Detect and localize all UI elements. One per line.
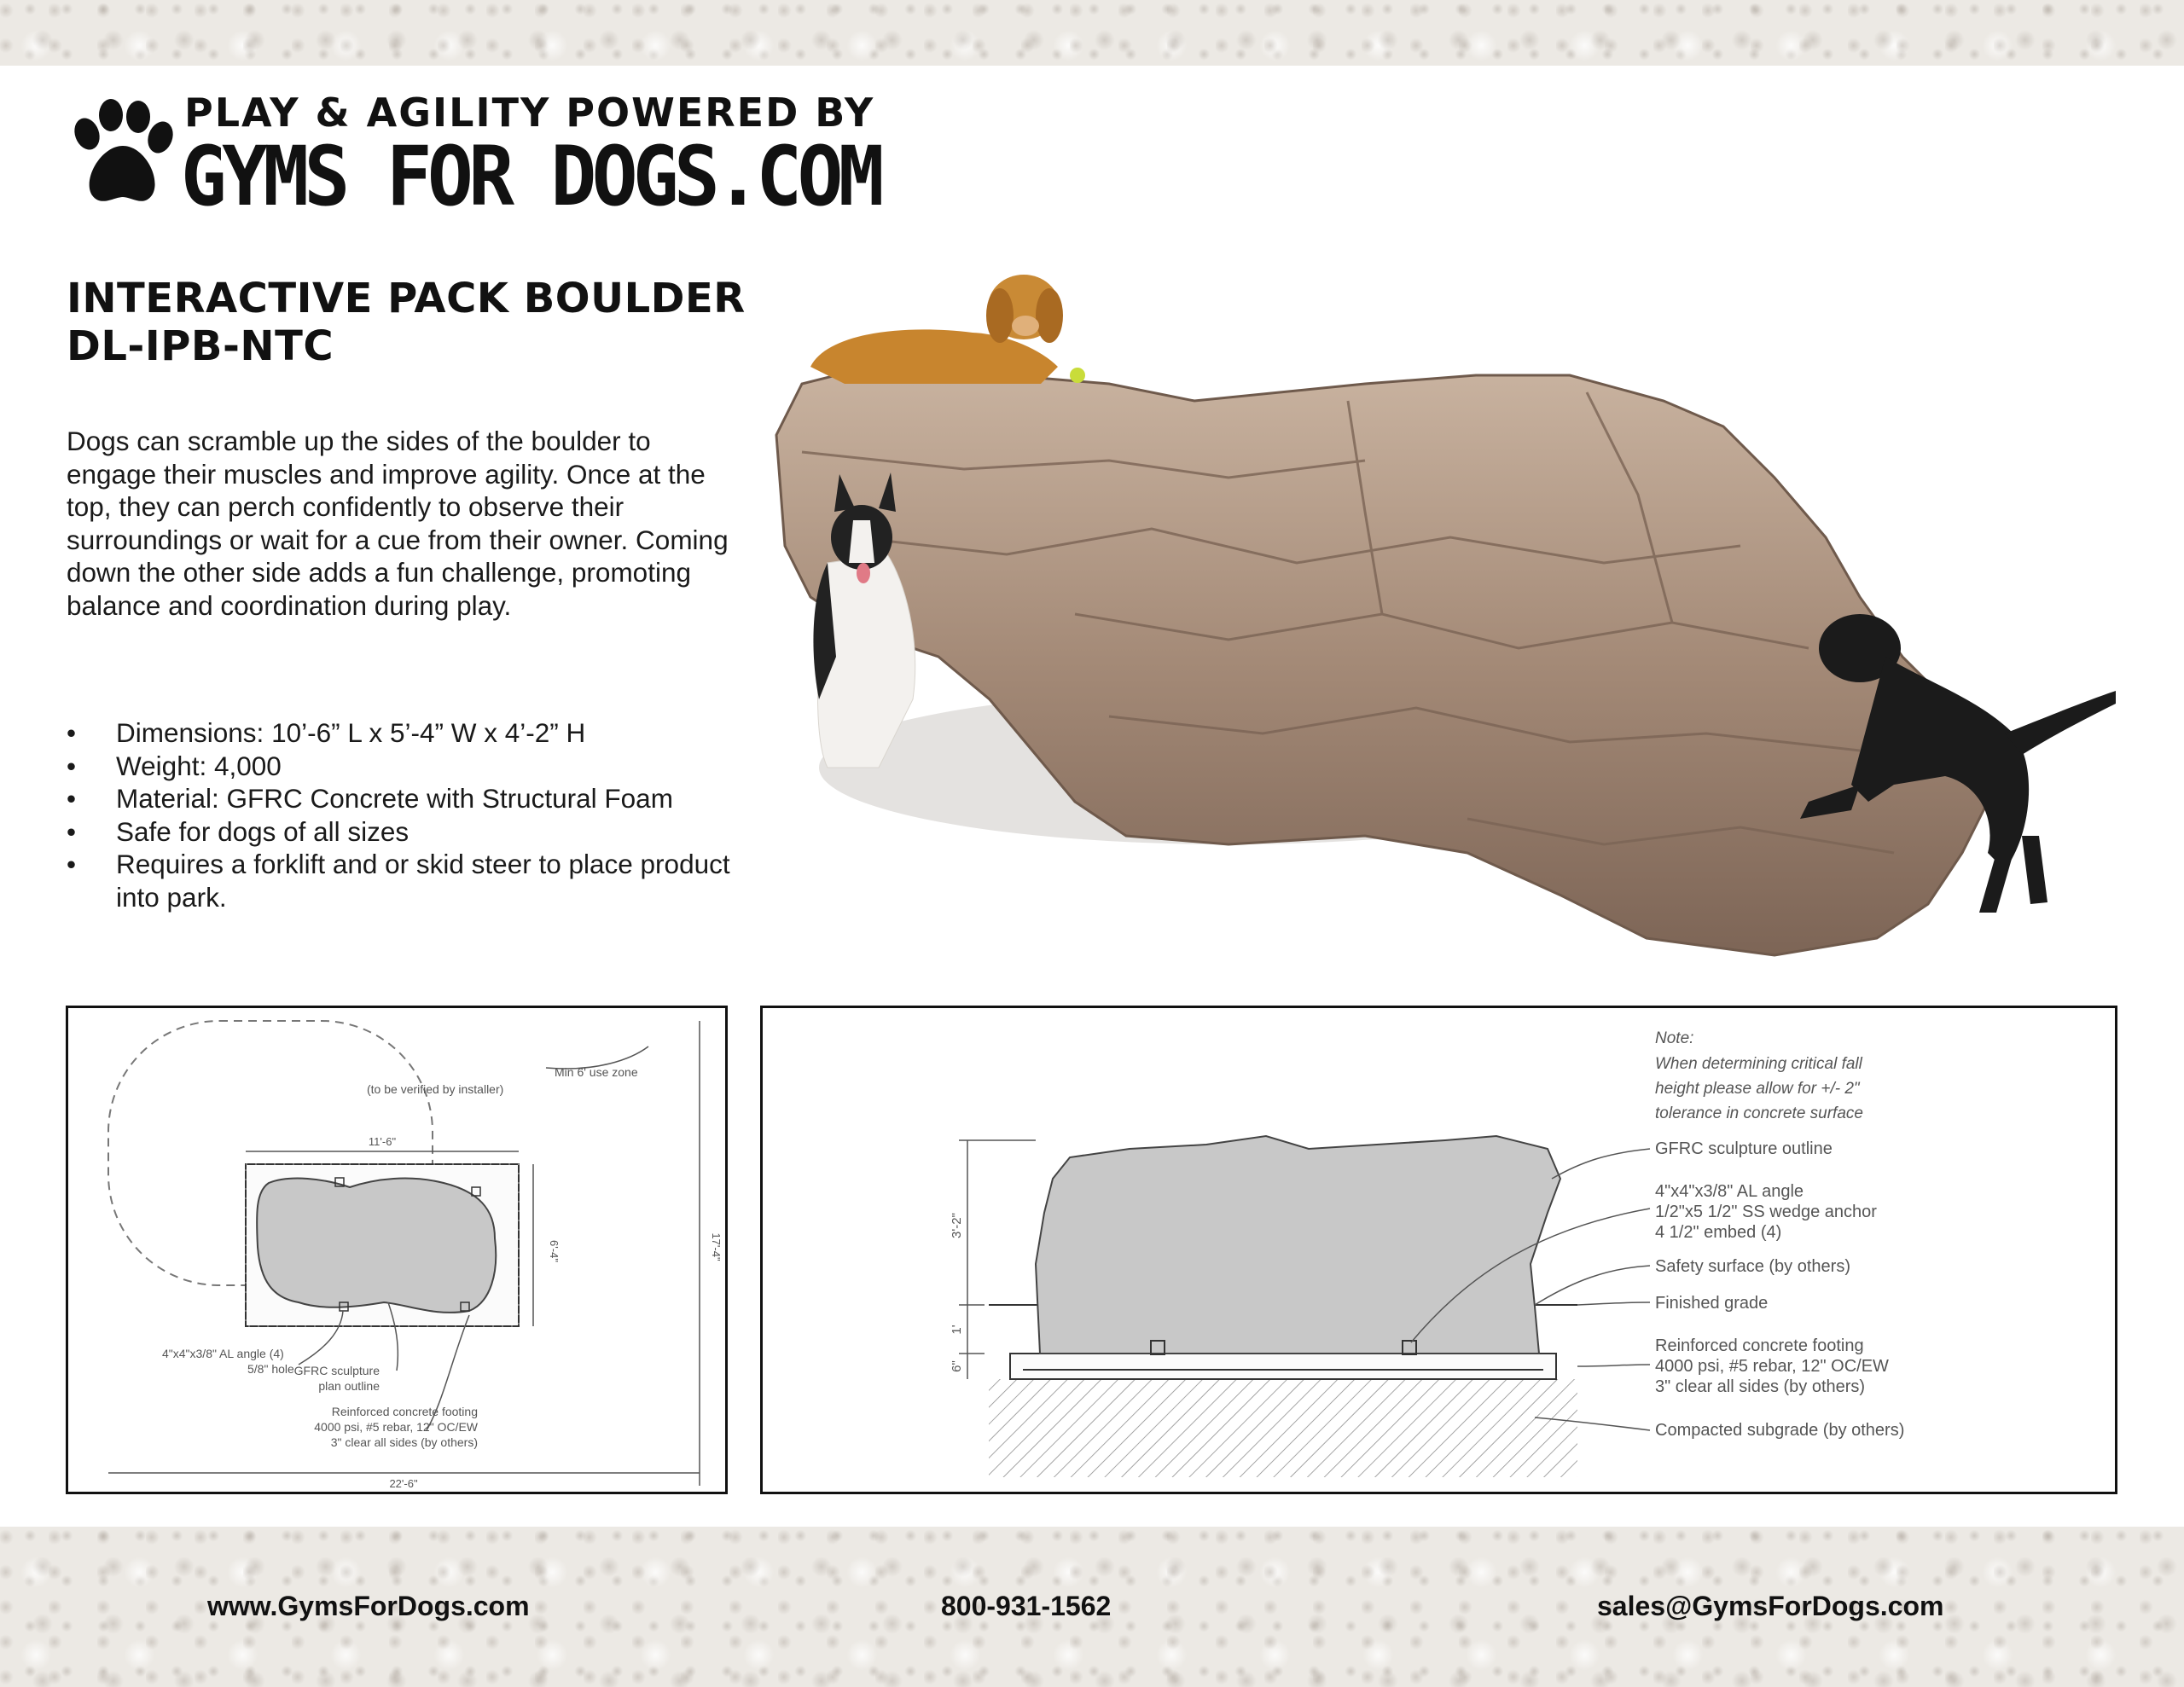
spec-text: Safe for dogs of all sizes: [116, 815, 410, 847]
spec-list: [67, 716, 741, 913]
footing-label-2: 4000 psi, #5 rebar, 12" OC/EW: [314, 1420, 478, 1434]
concrete-footing: [1010, 1354, 1556, 1379]
outline-label: GFRC sculpture: [293, 1364, 380, 1377]
dim-height: 3'-2": [950, 1213, 964, 1238]
sculpture-plan-outline: [257, 1179, 496, 1313]
bullet-icon: •: [67, 750, 77, 781]
note-heading: Note:: [1655, 1029, 1694, 1047]
boulder: [776, 367, 1988, 955]
spec-text: Dimensions: 10’-6” L x 5’-4” W x 4’-2” H: [116, 717, 586, 748]
plan-view-drawing: [68, 1008, 725, 1492]
footing-label-3: 3" clear all sides (by others): [330, 1435, 478, 1449]
brand-name: GYMS FOR DOGS.COM: [181, 129, 880, 224]
anchor-label-1: 4"x4"x3/8" AL angle: [1655, 1182, 1804, 1201]
dim-inner-width: 11'-6": [368, 1135, 397, 1148]
spec-text: Requires a forklift and or skid steer to place product into park.: [116, 849, 730, 913]
spec-item: [67, 750, 741, 783]
anchor-label-3: 4 1/2" embed (4): [1655, 1223, 1782, 1242]
outline-sub: plan outline: [318, 1379, 380, 1393]
use-zone-label: Min 6' use zone: [555, 1065, 638, 1079]
top-stone-texture-band: [0, 0, 2184, 66]
footer-website-link[interactable]: www.GymsForDogs.com: [207, 1591, 530, 1621]
anchor-label-2: 1/2"x5 1/2" SS wedge anchor: [1655, 1203, 1877, 1221]
plan-view-panel: [66, 1006, 728, 1494]
paw-print-icon: [63, 98, 176, 211]
bullet-icon: •: [67, 849, 77, 879]
dim-inner-height: 6'-4": [548, 1240, 561, 1262]
spec-item: [67, 716, 741, 750]
safety-surface-label: Safety surface (by others): [1655, 1257, 1850, 1276]
subgrade-label: Compacted subgrade (by others): [1655, 1421, 1905, 1440]
angle-sub: 5/8" hole: [247, 1362, 294, 1376]
sculpture-section-outline: [1036, 1136, 1560, 1354]
note-line: tolerance in concrete surface: [1655, 1104, 1863, 1122]
product-photo: [751, 256, 2116, 972]
brand-tagline: PLAY & AGILITY POWERED BY: [184, 90, 875, 136]
spec-item: [67, 848, 741, 913]
bullet-icon: •: [67, 717, 77, 748]
footing-label-2: 4000 psi, #5 rebar, 12" OC/EW: [1655, 1357, 1889, 1376]
product-code: DL-IPB-NTC: [67, 322, 334, 370]
spec-text: Material: GFRC Concrete with Structural Foam: [116, 783, 673, 814]
finished-grade-label: Finished grade: [1655, 1294, 1769, 1313]
section-view-panel: [760, 1006, 2117, 1494]
golden-retriever-dog: [810, 275, 1085, 384]
use-zone-sub: (to be verified by installer): [367, 1082, 504, 1096]
note-line: When determining critical fall: [1655, 1055, 1862, 1073]
dim-outer-height: 17'-4": [710, 1232, 723, 1261]
spec-item: [67, 782, 741, 815]
bullet-icon: •: [67, 783, 77, 814]
footer-phone[interactable]: 800-931-1562: [941, 1591, 1112, 1621]
outline-label: GFRC sculpture outline: [1655, 1139, 1833, 1158]
footing-label-1: Reinforced concrete footing: [331, 1405, 478, 1418]
spec-item: [67, 815, 741, 849]
footing-label-1: Reinforced concrete footing: [1655, 1336, 1864, 1355]
spec-text: Weight: 4,000: [116, 750, 282, 781]
bullet-icon: •: [67, 815, 77, 847]
brand-logo[interactable]: [63, 90, 880, 224]
note-line: height please allow for +/- 2": [1655, 1080, 1860, 1098]
dim-footing: 6": [950, 1360, 964, 1372]
compacted-subgrade: [989, 1379, 1577, 1477]
angle-label: 4"x4"x3/8" AL angle (4): [162, 1347, 284, 1360]
product-title: INTERACTIVE PACK BOULDER: [67, 275, 746, 322]
dim-grade: 1': [950, 1325, 964, 1335]
product-heading: [67, 275, 746, 370]
footing-label-3: 3" clear all sides (by others): [1655, 1377, 1866, 1396]
product-description: Dogs can scramble up the sides of the boulder to engage their muscles and improve agility. Once at the top, they can perch confidently to observe their surroundings or wait for a cue from their owner. Coming down the other side adds a fun challenge, promoting balance and coordination during play.: [67, 426, 729, 621]
footer-email-link[interactable]: sales@GymsForDogs.com: [1597, 1591, 1944, 1621]
dim-outer-width: 22'-6": [389, 1477, 418, 1490]
section-view-drawing: [763, 1008, 2115, 1492]
